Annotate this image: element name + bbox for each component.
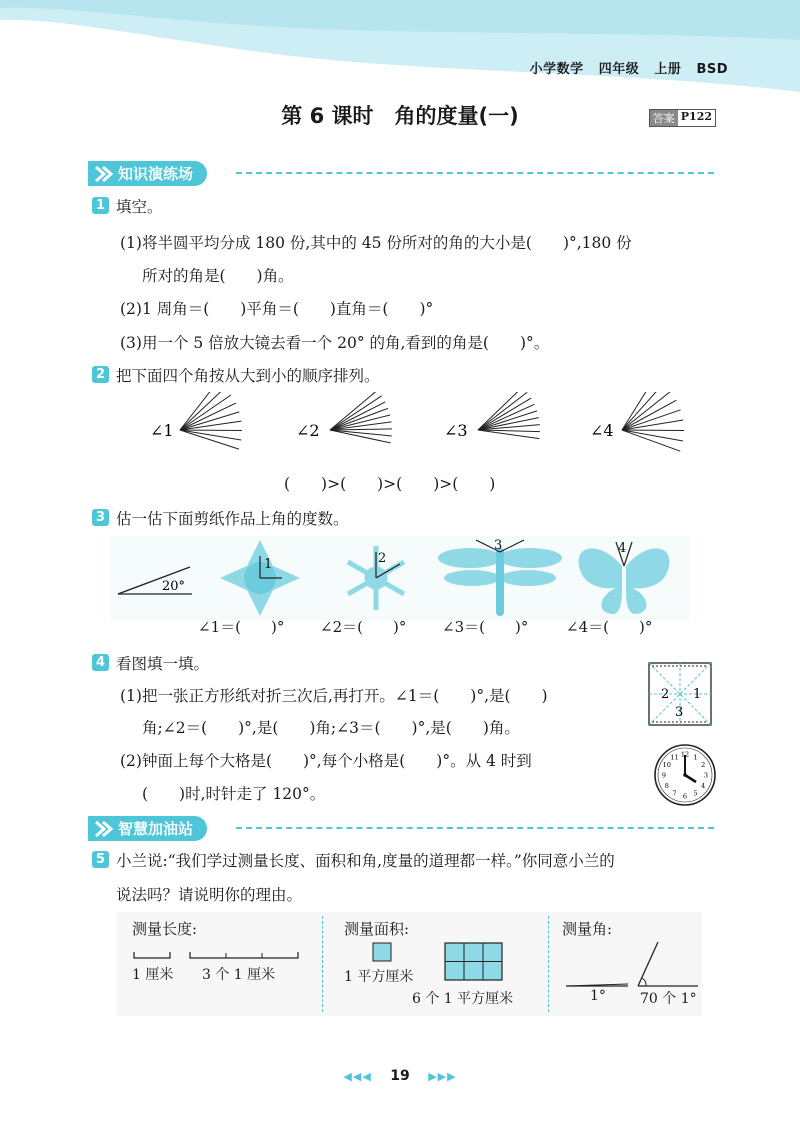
fan-ray [180, 430, 239, 449]
area-unit-square [372, 942, 392, 962]
papercut-mark-2: 2 [378, 551, 387, 566]
papercut-mark-1: 1 [264, 557, 273, 572]
q2-order-blanks[interactable]: ( )>( )>( )>( ) [284, 475, 496, 493]
angle-2-label: ∠2 [296, 421, 320, 440]
q3-prompt: 估一估下面剪纸作品上角的度数。 [116, 510, 349, 528]
q3-caption-4[interactable]: ∠4＝( )° [566, 618, 653, 636]
page-title: 第 6 课时 角的度量(一) [281, 104, 519, 128]
q3-caption-1[interactable]: ∠1＝( )° [198, 618, 285, 636]
ref-angle-label: 20° [162, 579, 186, 594]
q5-line-2: 说法吗？请说明你的理由。 [116, 886, 303, 904]
fan-ray [180, 412, 239, 430]
answer-key-label: 答案 [650, 110, 678, 126]
answer-key-ref [649, 109, 716, 127]
section-challenge [88, 815, 207, 841]
q3-caption-2[interactable]: ∠2＝( )° [320, 618, 407, 636]
clock-number: 12 [680, 750, 690, 759]
angle-1-fan [150, 392, 242, 449]
angle-3-fan [444, 392, 540, 440]
length-total: 3 个 1 厘米 [202, 967, 276, 983]
fan-ray [330, 430, 392, 436]
book-info [530, 58, 728, 77]
panel-divider [322, 916, 323, 1012]
fan-ray [330, 430, 391, 443]
clock-number: 7 [672, 789, 677, 798]
length-ruler-figure [132, 944, 312, 966]
q4-line-3: (2)钟面上每个大格是( )°,每个小格是( )°。从 4 时到 [120, 752, 532, 770]
fan-ray [180, 430, 242, 431]
next-arrows-icon: ▶▶▶ [428, 1070, 457, 1083]
angle-3-label: ∠3 [444, 421, 468, 440]
fan-ray [330, 396, 382, 430]
square-mark-1: 1 [693, 687, 702, 702]
area-total: 6 个 1 平方厘米 [412, 991, 514, 1007]
bolt-arrow-icon [94, 820, 114, 838]
clock-number: 8 [664, 782, 669, 790]
q1-line-2: 所对的角是( )角。 [142, 267, 294, 285]
clock-number: 11 [670, 753, 679, 762]
question-number-5: 5 [92, 851, 109, 868]
papercut-mark-3: 3 [494, 538, 503, 553]
clock-face [653, 743, 717, 807]
edition: BSD [696, 62, 728, 77]
fan-ray [478, 418, 539, 430]
panel-divider [548, 916, 549, 1012]
length-unit: 1 厘米 [132, 967, 174, 983]
section-challenge-label: 智慧加油站 [118, 819, 194, 838]
subject: 小学数学 [529, 62, 584, 77]
clock-number: 6 [682, 792, 688, 801]
fan-ray [622, 430, 684, 431]
q1-prompt: 填空。 [116, 198, 163, 216]
question-number-2: 2 [92, 366, 109, 383]
clock-number: 5 [693, 789, 698, 798]
q4-line-1: (1)把一张正方形纸对折三次后,再打开。∠1＝( )°,是( ) [120, 687, 548, 705]
bolt-arrow-icon [94, 165, 114, 183]
clock-number: 1 [693, 753, 698, 762]
q4-line-4: ( )时,时针走了 120°。 [142, 785, 326, 803]
clock-number: 4 [701, 782, 706, 790]
fan-ray [180, 395, 231, 430]
papercut-mark-4: 4 [618, 541, 627, 556]
length-label: 测量长度: [132, 920, 198, 938]
q2-angles-figure [140, 392, 700, 472]
area-unit: 1 平方厘米 [344, 969, 414, 985]
fan-ray [622, 430, 683, 441]
fan-ray [330, 408, 388, 430]
fan-ray [330, 402, 385, 430]
clock-number: 9 [661, 771, 667, 780]
square-mark-3: 3 [675, 705, 684, 720]
area-label: 测量面积: [344, 920, 410, 938]
angle-4-fan [590, 392, 684, 451]
fan-ray [622, 392, 671, 430]
fan-ray [180, 430, 241, 440]
section-practice-label: 知识演练场 [118, 164, 194, 183]
angle-label: 测量角: [562, 920, 613, 938]
angle-measure-figure [562, 938, 702, 990]
prev-arrows-icon: ◀◀◀ [343, 1070, 372, 1083]
folded-square-figure [648, 662, 712, 726]
q4-prompt: 看图填一填。 [116, 655, 210, 673]
section-practice [88, 160, 207, 186]
clock-number: 10 [662, 761, 671, 769]
header-wave [0, 0, 800, 92]
q2-prompt: 把下面四个角按从大到小的顺序排列。 [116, 367, 380, 385]
q3-caption-3[interactable]: ∠3＝( )° [442, 618, 529, 636]
fan-ray [478, 398, 531, 430]
q3-papercut-figure [110, 536, 690, 620]
volume: 上册 [654, 62, 682, 77]
grade: 四年级 [598, 62, 640, 77]
square-mark-2: 2 [661, 687, 670, 702]
section-divider [236, 172, 714, 174]
q1-line-3: (2)1 周角＝( )平角＝( )直角＝( )° [120, 300, 434, 318]
area-grid-figure [444, 942, 504, 982]
angle-total: 70 个 1° [640, 991, 697, 1007]
angle-unit: 1° [590, 988, 606, 1004]
clock-number: 3 [703, 771, 709, 780]
clock-number: 2 [701, 761, 706, 769]
fan-ray [622, 430, 680, 451]
page-number: 19 [390, 1068, 410, 1084]
question-number-4: 4 [92, 654, 109, 671]
section-divider [236, 827, 714, 829]
angle-1-label: ∠1 [150, 421, 174, 440]
answer-page: P122 [680, 110, 712, 123]
page-footer [0, 1068, 800, 1084]
q1-line-1: (1)将半圆平均分成 180 份,其中的 45 份所对的角的大小是( )°,180 份 [120, 234, 632, 252]
q4-line-2: 角;∠2＝( )°,是( )角;∠3＝( )°,是( )角。 [142, 719, 520, 737]
question-number-3: 3 [92, 509, 109, 526]
angle-2-fan [296, 392, 392, 443]
angle-4-label: ∠4 [590, 421, 614, 440]
q1-line-4: (3)用一个 5 倍放大镜去看一个 20° 的角,看到的角是( )°。 [120, 334, 550, 352]
question-number-1: 1 [92, 197, 109, 214]
q5-line-1: 小兰说:“我们学过测量长度、面积和角,度量的道理都一样。”你同意小兰的 [116, 852, 615, 870]
